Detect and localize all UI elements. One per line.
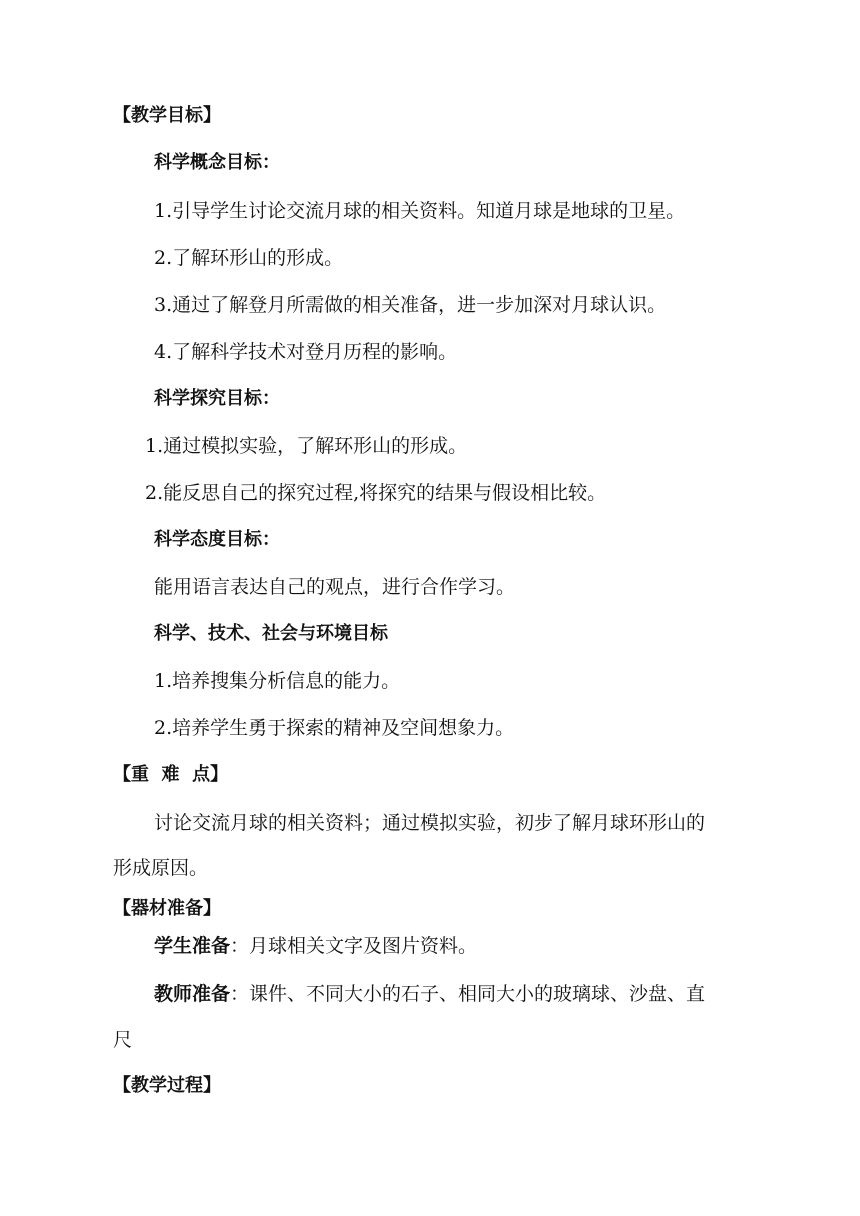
teacher-preparation-label: 教师准备	[154, 983, 231, 1005]
key-points-text: 讨论交流月球的相关资料；通过模拟实验，初步了解月球环形山的	[154, 812, 706, 834]
inquiry-goal-item: 2.能反思自己的探究过程,将探究的结果与假设相比较。	[145, 482, 607, 504]
concept-goal-item: 4.了解科学技术对登月历程的影响。	[154, 341, 458, 363]
concept-goal-item: 2.了解环形山的形成。	[154, 247, 344, 269]
concept-goal-item: 1.引导学生讨论交流月球的相关资料。知道月球是地球的卫星。	[154, 200, 686, 222]
section-heading-goals: 【教学目标】	[113, 105, 221, 126]
student-preparation-label: 学生准备	[154, 935, 231, 957]
sts-goal-item: 1.培养搜集分析信息的能力。	[154, 670, 401, 692]
teacher-preparation-cont: 尺	[113, 1029, 133, 1051]
student-preparation	[154, 933, 477, 959]
teacher-preparation-text: ：课件、不同大小的石子、相同大小的玻璃球、沙盘、直	[230, 983, 706, 1005]
student-preparation-text: ：月球相关文字及图片资料。	[230, 935, 478, 957]
inquiry-goal-item: 1.通过模拟实验，了解环形山的形成。	[145, 435, 468, 457]
key-points-text-cont: 形成原因。	[113, 857, 209, 879]
inquiry-goals-title: 科学探究目标：	[154, 388, 280, 409]
section-heading-materials: 【器材准备】	[113, 898, 221, 919]
concept-goal-item: 3.通过了解登月所需做的相关准备，进一步加深对月球认识。	[154, 294, 667, 316]
sts-goal-item: 2.培养学生勇于探索的精神及空间想象力。	[154, 717, 515, 739]
section-heading-key-points: 【重 难 点】	[113, 764, 229, 785]
teacher-preparation	[154, 981, 705, 1007]
attitude-goal-text: 能用语言表达自己的观点，进行合作学习。	[154, 576, 516, 598]
concept-goals-title: 科学概念目标：	[154, 152, 280, 173]
section-heading-process: 【教学过程】	[113, 1075, 221, 1096]
sts-goals-title: 科学、技术、社会与环境目标	[154, 623, 388, 644]
attitude-goals-title: 科学态度目标：	[154, 529, 280, 550]
